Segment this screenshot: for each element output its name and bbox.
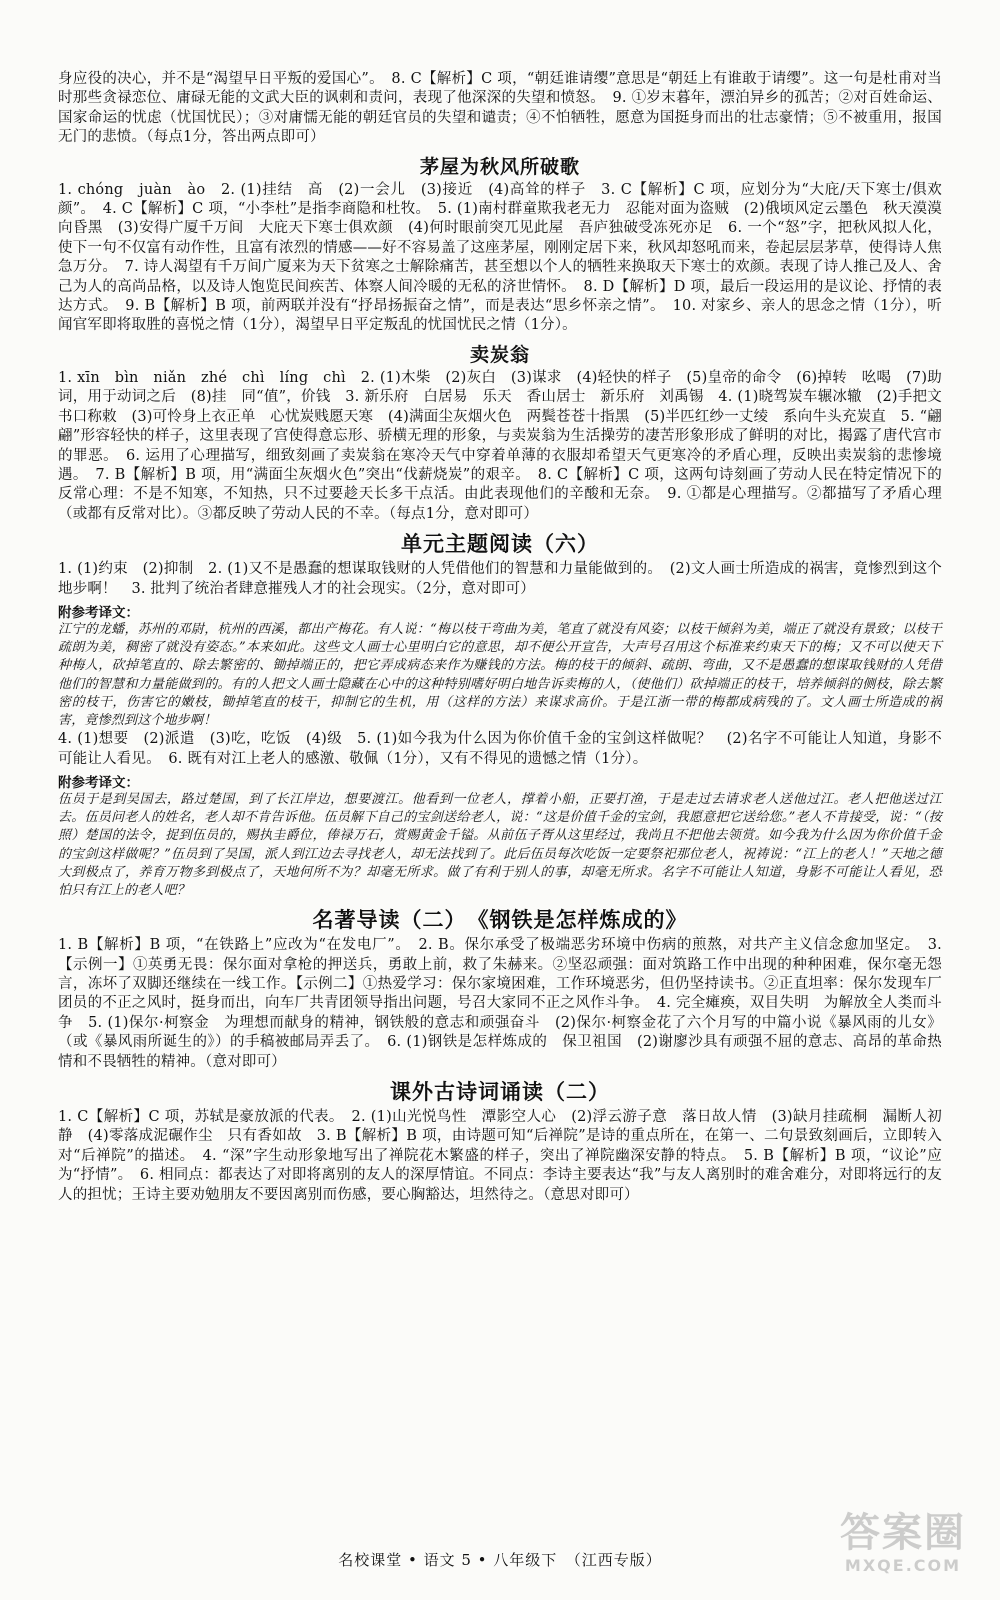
reference-translation-label: 附参考译文： [58, 604, 139, 621]
answer-paragraph: 1. B【解析】B 项，“在铁路上”应改为“在发电厂”。 2. B。保尔承受了极端恶劣环境中伤病的煎熬，对共产主义信念愈加坚定。 3.【示例一】①英勇无畏：保尔面对拿枪的押送兵，勇敢上前，救了朱赫来。②坚忍顽强：面对筑路工作中出现的种种困难，保尔毫无怨言，冻坏了双脚还继续在一线工作。【示例二】①热爱学习：保尔家境困难，工作环境恶劣，但仍坚持读书。②正直坦率：保尔发现车厂团员的不正之风时，挺身而出，向车厂共青团领导指出问题，号召大家同不正之风作斗争。 4. 完全瘫痪，双目失明 为解放全人类而斗争 5. (1)保尔·柯察金 为理想而献身的精神，钢铁般的意志和顽强奋斗 (2)保尔·柯察金花了六个月写的中篇小说《暴风雨的儿女》（或《暴风雨所诞生的》）的手稿被邮局弄丢了。 6. (1)钢铁是怎样炼成的 保卫祖国 (2)谢廖沙具有顽强不屈的意志、高昂的革命热情和不畏牺牲的精神。（意对即可） [58, 937, 942, 1070]
section-title: 课外古诗词诵读（二） [390, 1080, 610, 1105]
answer-paragraph: 1. chóng juàn ào 2. (1)挂结 高 (2)一会儿 (3)接近 (4)高耸的样子 3. C【解析】C 项，应划分为“大庇/天下寒士/俱欢颜”。 4. C【解析】C 项，“小李杜”是指李商隐和杜牧。 5. (1)南村群童欺我老无力 忍能对面为盗贼 (2)俄顷风定云墨色 秋天漠漠向昏黑 (3)安得广厦千万间 大庇天下寒士俱欢颜 (4)何时眼前突兀见此屋 吾庐独破受冻死亦足 6. 一个“怒”字，把秋风拟人化，使下一句不仅富有动作性，且富有浓烈的情感——好不容易盖了这座茅屋，刚刚定居下来，秋风却怒吼而来，卷起层层茅草，使得诗人焦急万分。 7. 诗人渴望有千万间广厦来为天下贫寒之士解除痛苦，甚至想以个人的牺牲来换取天下寒士的欢颜。表现了诗人推己及人、舍己为人的高尚品格，以及诗人饱览民间疾苦、体察人间冷暖的无私的济世情怀。 8. D【解析】D 项，最后一段运用的是议论、抒情的表达方式。 9. B【解析】B 项，前两联并没有“抒昂扬振奋之情”，而是表达“思乡怀亲之情”。 10. 对家乡、亲人的思念之情（1分），听闻官军即将取胜的喜悦之情（1分），渴望早日平定叛乱的忧国忧民之情（1分）。 [58, 181, 942, 334]
answer-paragraph: 1. C【解析】C 项，苏轼是豪放派的代表。 2. (1)山光悦鸟性 潭影空人心 (2)浮云游子意 落日故人情 (3)缺月挂疏桐 漏断人初静 (4)零落成泥碾作尘 只有香如故 3. B【解析】B 项，由诗题可知“后禅院”是诗的重点所在，在第一、二句景致刻画后，立即转入对“后禅院”的描述。 4. “深”字生动形象地写出了禅院花木繁盛的样子，突出了禅院幽深安静的特点。 5. B【解析】B 项，“议论”应为“抒情”。 6. 相同点：都表达了对即将离别的友人的深厚情谊。不同点：李诗主要表达“我”与友人离别时的难舍难分，对即将远行的友人的担忧；王诗主要劝勉朋友不要因离别而伤感，要心胸豁达，坦然待之。（意思对即可） [58, 1109, 942, 1203]
site-watermark [828, 1510, 978, 1594]
section-title: 卖炭翁 [469, 343, 530, 366]
section-title: 名著导读（二） 《钢铁是怎样炼成的》 [312, 908, 688, 933]
watermark-logo-text: 答案圈 [840, 1510, 966, 1556]
reference-translation: 伍员于是到吴国去，路过楚国，到了长江岸边，想要渡江。他看到一位老人，撑着小船，正要打渔，于是走过去请求老人送他过江。老人把他送过江去。伍员问老人的姓名，老人却不肯告诉他。伍员解下自己的宝剑送给老人，说：“这是价值千金的宝剑，我愿意把它送给您。”老人不肯接受，说：“（按照）楚国的法令，捉到伍员的，赐执圭爵位，俸禄万石，赏赐黄金千镒。从前伍子胥从这里经过，我尚且不把他去领赏。如今我为什么因为你价值千金的宝剑这样做呢？”伍员到了吴国，派人到江边去寻找老人，却无法找到了。此后伍员每次吃饭一定要祭祀那位老人，祝祷说：“江上的老人！”天地之德大到极点了，养育万物多到极点了，天地何所不为？却毫无所求。做了有利于别人的事，却毫无所求。名字不可能让人知道，身影不可能让人看见，恐怕只有江上的老人吧？ [58, 791, 942, 898]
answer-page [58, 70, 942, 1205]
watermark-domain: MXQE.COM [844, 1556, 962, 1575]
page-footer: 名校课堂 • 语文 5 • 八年级下 （江西专版） [338, 1551, 662, 1569]
answer-paragraph: 1. (1)约束 (2)抑制 2. (1)又不是愚蠢的想谋取钱财的人凭借他们的智慧和力量能做到的。 (2)文人画士所造成的祸害，竟惨烈到这个地步啊！ 3. 批判了统治者肆意摧残人才的社会现实。（2分，意对即可） [58, 561, 942, 597]
answer-paragraph: 4. (1)想要 (2)派遣 (3)吃，吃饭 (4)级 5. (1)如今我为什么因为你价值千金的宝剑这样做呢？ (2)名字不可能让人知道，身影不可能让人看见。 6. 既有对江上老人的感激、敬佩（1分），又有不得见的遗憾之情（1分）。 [58, 731, 942, 767]
reference-translation: 江宁的龙蟠，苏州的邓尉，杭州的西溪，都出产梅花。有人说：“梅以枝干弯曲为美，笔直了就没有风姿；以枝干倾斜为美，端正了就没有景致；以枝干疏朗为美，稠密了就没有姿态。”本来如此。这些文人画士心里明白它的意思，却不便公开宣告，大声号召用这个标准来约束天下的梅；又不可以使天下种梅人，砍掉笔直的、除去繁密的、锄掉端正的，把它弄成病态来作为赚钱的方法。梅的枝干的倾斜、疏朗、弯曲，又不是愚蠢的想谋取钱财的人凭借他们的智慧和力量能做到的。有的人把文人画士隐藏在心中的这种特别嗜好明白地告诉卖梅的人，（使他们）砍掉端正的枝干，培养倾斜的侧枝，除去繁密的枝干，伤害它的嫩枝，锄掉笔直的枝干，抑制它的生机，用（这样的方法）来谋求高价。于是江浙一带的梅都成病残的了。文人画士所造成的祸害，竟惨烈到这个地步啊！ [58, 621, 942, 728]
answer-paragraph: 1. xīn bìn niǎn zhé chì líng chì 2. (1)木柴 (2)灰白 (3)谋求 (4)轻快的样子 (5)皇帝的命令 (6)掉转 吆喝 (7)助词，用于动词之后 (8)挂 同“值”，价钱 3. 新乐府 白居易 乐天 香山居士 新乐府 刘禹锡 4. (1)晓驾炭车辗冰辙 (2)手把文书口称敕 (3)可怜身上衣正单 心忧炭贱愿天寒 (4)满面尘灰烟火色 两鬓苍苍十指黑 (5)半匹红纱一丈绫 系向牛头充炭直 5. “翩翩”形容轻快的样子，这里表现了宫使得意忘形、骄横无理的形象，与卖炭翁为生活操劳的凄苦形象形成了鲜明的对比，揭露了唐代宫市的罪恶。 6. 运用了心理描写，细致刻画了卖炭翁在寒冷天气中穿着单薄的衣服却希望天气更寒冷的矛盾心理，反映出卖炭翁的悲惨境遇。 7. B【解析】B 项，用“满面尘灰烟火色”突出“伐薪烧炭”的艰辛。 8. C【解析】C 项，这两句诗刻画了劳动人民在特定情况下的反常心理：不是不知寒，不知热，只不过要趁天长多干点活。由此表现他们的辛酸和无奈。 9. ①都是心理描写。②都描写了矛盾心理（或都有反常对比）。③都反映了劳动人民的不幸。（每点1分，意对即可） [58, 369, 942, 522]
reference-translation-label: 附参考译文： [58, 774, 139, 791]
section-title: 单元主题阅读（六） [401, 532, 599, 557]
section-title: 茅屋为秋风所破歌 [419, 155, 580, 178]
answer-paragraph: 身应役的决心，并不是“渴望早日平叛的爱国心”。 8. C【解析】C 项，“朝廷谁请缨”意思是“朝廷上有谁敢于请缨”。这一句是杜甫对当时那些贪禄恋位、庸碌无能的文武大臣的讽刺和责问，表现了他深深的失望和愤怒。 9. ①岁末暮年，漂泊异乡的孤苦；②对百姓命运、国家命运的忧虑（忧国忧民）；③对庸懦无能的朝廷官员的失望和谴责；④不怕牺牲，愿意为国挺身而出的壮志豪情；⑤不被重用，报国无门的悲愤。（每点1分，答出两点即可） [58, 71, 942, 146]
